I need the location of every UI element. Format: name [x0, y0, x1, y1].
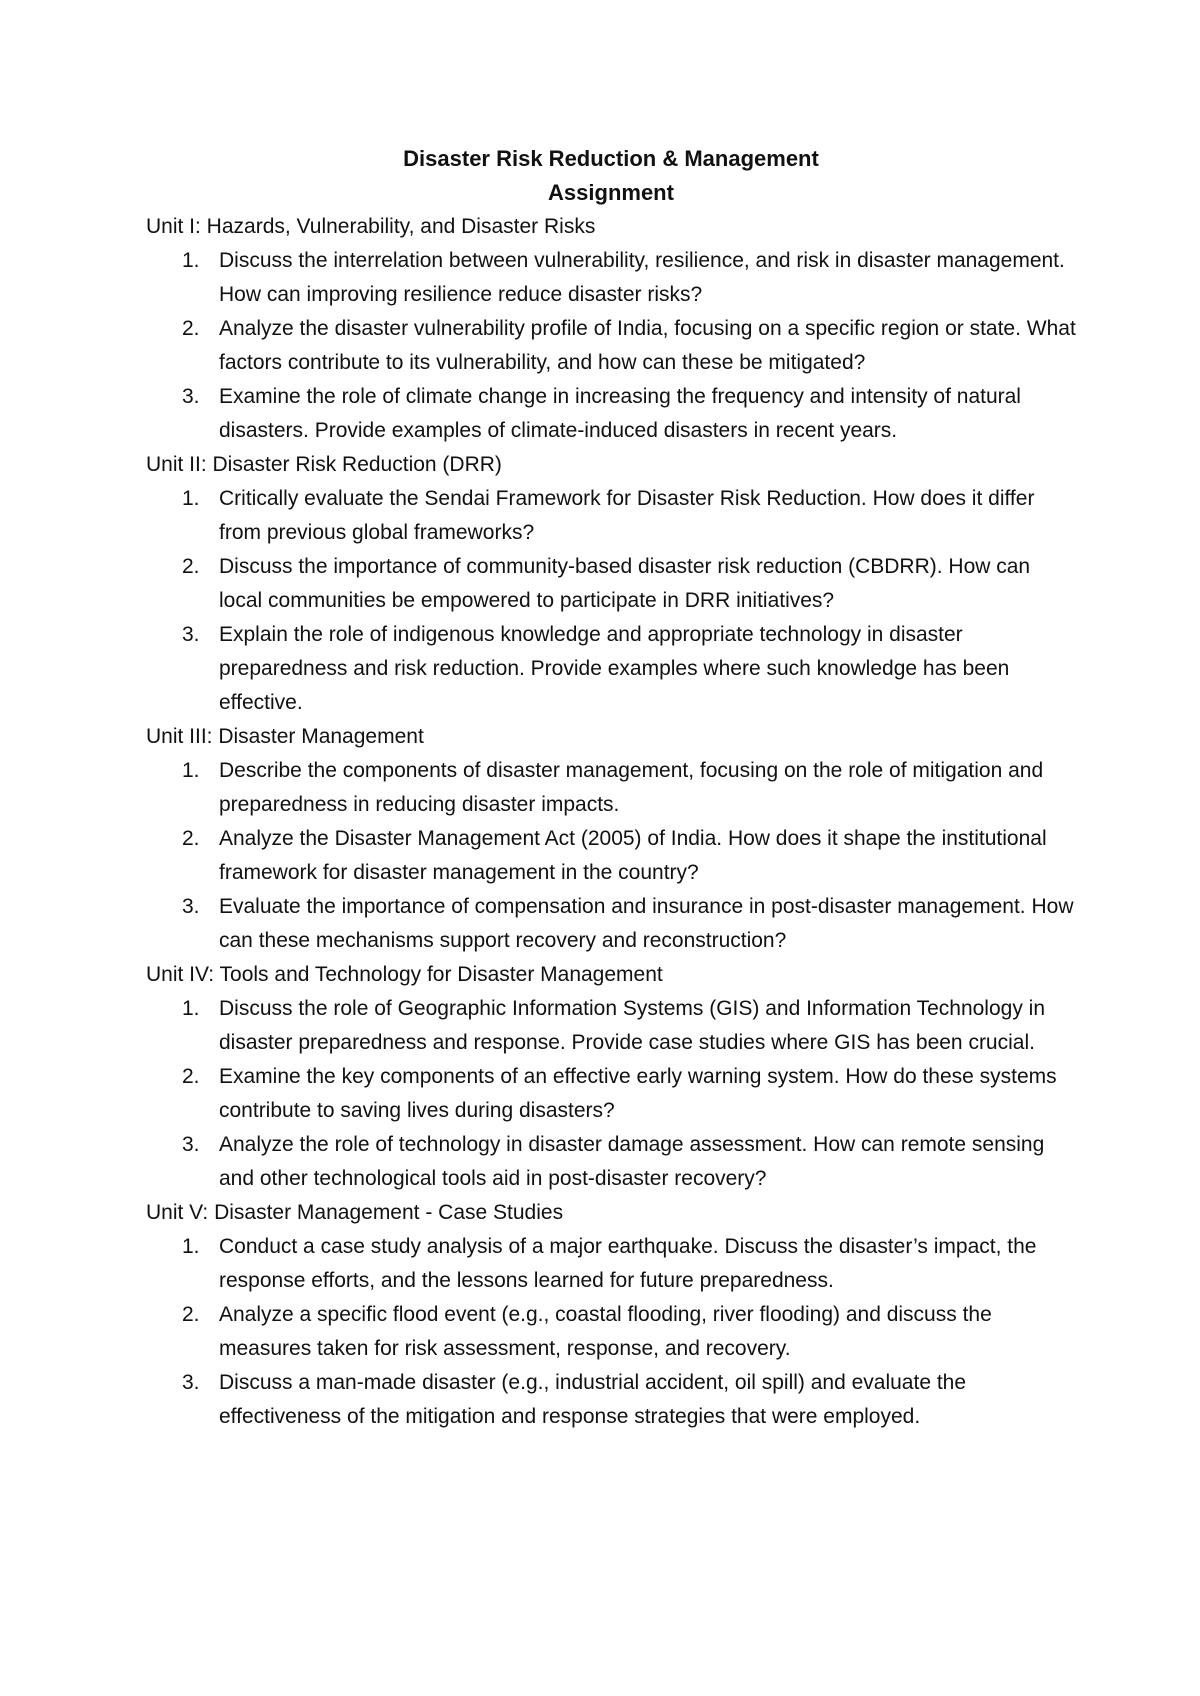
unit-heading: Unit V: Disaster Management - Case Studies — [146, 1201, 564, 1224]
list-number: 2. — [182, 555, 200, 578]
unit-section — [146, 1196, 1076, 1434]
question-text: Discuss a man-made disaster (e.g., industrial accident, oil spill) and evaluate the effectiveness of the mitigation and response strategies that were employed. — [219, 1371, 967, 1428]
list-item — [182, 1366, 1076, 1434]
question-text: Discuss the role of Geographic Information Systems (GIS) and Information Technology in disaster preparedness and response. Provide case studies where GIS has been crucial. — [219, 997, 1046, 1054]
list-item — [182, 1230, 1076, 1298]
list-item — [182, 244, 1076, 312]
list-number: 1. — [182, 249, 200, 272]
question-list — [146, 754, 1076, 958]
unit-section — [146, 958, 1076, 1196]
question-text: Analyze a specific flood event (e.g., coastal flooding, river flooding) and discuss the measures taken for risk assessment, response, and recovery. — [219, 1303, 992, 1360]
unit-section — [146, 448, 1076, 720]
list-item — [182, 890, 1076, 958]
list-number: 3. — [182, 1371, 200, 1394]
list-number: 1. — [182, 759, 200, 782]
list-number: 2. — [182, 1303, 200, 1326]
unit-heading: Unit IV: Tools and Technology for Disaster Management — [146, 963, 663, 986]
question-text: Critically evaluate the Sendai Framework for Disaster Risk Reduction. How does it differ from previous global frameworks? — [219, 487, 1035, 544]
question-text: Discuss the importance of community-based disaster risk reduction (CBDRR). How can local communities be empowered to participate in DRR initiatives? — [219, 555, 1031, 612]
question-text: Examine the role of climate change in increasing the frequency and intensity of natural disasters. Provide examples of climate-induced disasters in recent years. — [219, 385, 1021, 442]
list-item — [182, 312, 1076, 380]
list-item — [182, 822, 1076, 890]
unit-heading: Unit I: Hazards, Vulnerability, and Disaster Risks — [146, 215, 596, 238]
question-text: Examine the key components of an effective early warning system. How do these systems contribute to saving lives during disasters? — [219, 1065, 1057, 1122]
question-list — [146, 992, 1076, 1196]
question-text: Analyze the role of technology in disaster damage assessment. How can remote sensing and other technological tools aid in post-disaster recovery? — [219, 1133, 1045, 1190]
list-item — [182, 1298, 1076, 1366]
list-item — [182, 618, 1076, 720]
unit-heading: Unit III: Disaster Management — [146, 725, 424, 748]
document-page — [146, 142, 1076, 1434]
question-list — [146, 482, 1076, 720]
document-title: Disaster Risk Reduction & Management — [403, 146, 819, 171]
question-text: Describe the components of disaster management, focusing on the role of mitigation and preparedness in reducing disaster impacts. — [219, 759, 1044, 816]
unit-section — [146, 210, 1076, 448]
list-number: 1. — [182, 997, 200, 1020]
list-number: 3. — [182, 895, 200, 918]
question-text: Analyze the Disaster Management Act (2005) of India. How does it shape the institutional framework for disaster management in the country? — [219, 827, 1047, 884]
document-subtitle: Assignment — [548, 180, 674, 205]
list-number: 3. — [182, 623, 200, 646]
question-text: Analyze the disaster vulnerability profile of India, focusing on a specific region or state. What factors contribute to its vulnerability, and how can these be mitigated? — [219, 317, 1076, 374]
question-text: Discuss the interrelation between vulnerability, resilience, and risk in disaster management. How can improving resilience reduce disaster risks? — [219, 249, 1065, 306]
list-number: 3. — [182, 385, 200, 408]
list-number: 2. — [182, 317, 200, 340]
list-item — [182, 550, 1076, 618]
question-list — [146, 1230, 1076, 1434]
question-text: Evaluate the importance of compensation and insurance in post-disaster management. How can these mechanisms support recovery and reconstruction? — [219, 895, 1074, 952]
list-item — [182, 1060, 1076, 1128]
unit-section — [146, 720, 1076, 958]
question-list — [146, 244, 1076, 448]
list-number: 1. — [182, 487, 200, 510]
list-item — [182, 754, 1076, 822]
list-number: 2. — [182, 1065, 200, 1088]
list-number: 3. — [182, 1133, 200, 1156]
list-item — [182, 380, 1076, 448]
question-text: Conduct a case study analysis of a major earthquake. Discuss the disaster’s impact, the response efforts, and the lessons learned for future preparedness. — [219, 1235, 1037, 1292]
list-item — [182, 992, 1076, 1060]
list-number: 1. — [182, 1235, 200, 1258]
list-item — [182, 1128, 1076, 1196]
question-text: Explain the role of indigenous knowledge and appropriate technology in disaster preparedness and risk reduction. Provide examples where such knowledge has been effective. — [219, 623, 1010, 714]
list-item — [182, 482, 1076, 550]
list-number: 2. — [182, 827, 200, 850]
unit-heading: Unit II: Disaster Risk Reduction (DRR) — [146, 453, 502, 476]
